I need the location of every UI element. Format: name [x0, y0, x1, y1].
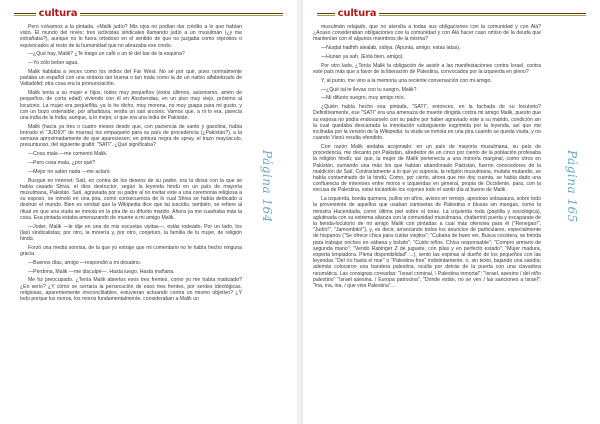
paragraph: ¿Quién había hecho esa pintada, "SATI", entonces, en la fachada de su locutorio? Definitivamente, ese "SATI" era una amenaza de muerte dirigida contra mi amigo Malik, puesto que su esposa no podía endosarselo con su padre por haber agraviado este a su marido, condición sin la cual quedaba descartada la inmolación subsiguiente esgrimida por la leyenda, así que me inclinaba por la versión de la Wikipedia: la viuda se inmola en una pira cuando se queda viuda, y no cuando Visnú resulta ofendido. [313, 104, 541, 142]
dialogue-line: —Buenos días, amigo —respondió a mi desatino. [28, 259, 142, 266]
dialogue-line: —Nuqtat hadhih alealab, sidiya. (Apunta, amigo, estas latas). [321, 45, 461, 52]
dialogue-line: —Mejor no saber nada —me aclaró. [28, 168, 111, 175]
cultura-logo [36, 4, 80, 22]
paragraph: Malik hablaba a veces como los indios del Far West. No sé por qué, pues normalmente parlaba un español con una sintaxis tan buena o tan mala como la de un nativo alfabetizado de Valladolid; otra cosa era la pronunciación. [20, 69, 242, 88]
dialogue-line: —Pero cosa mala, ¿por qué? [28, 160, 96, 167]
paragraph: Por otro lado, ¿Tenía Malik la obligación de asistir a las manifestaciones contra Israel, contra este país más que a favor de la liberación de Palestina, convocados por la izquierda en pleno? [313, 62, 541, 75]
paragraph: Malik (hacía ya tres o cuatro meses desde que, con paciencia de santo y gasolina, había borrado el "JUDÍO!" de marras) los empaquetó para su país de procedencia (¿Pakistán?), a la semana aproximadamente de que apareciesen, en pintura negra de spray, el trazo mayúsculo, presuntuoso, del siguiente grafiti: "SATI". ¿Qué significaba? [20, 123, 242, 149]
dialogue-line: —Cosa mala —me comentó Malik. [28, 151, 108, 158]
dialogue-line: —Mi difunto suegro, muy amigo mío. [321, 95, 405, 102]
dialogue-line: —Yo sólo beber agua. [28, 60, 79, 67]
right-page [303, 0, 600, 424]
paragraph: —Joder, Malik —le dije en una de mis escuetas visitas—, estás rodeado. Por un lado, los (las) sindicalistas; por otro, la morería y, por otro, conjeturo, la familia de tu mujer, de religión hindú. [20, 223, 242, 243]
paragraph: La izquierda, bonita quimera, pullos en años, avisos en remojo, apestoso sobasaura, sobre todo la proveniente de aquellos que usaban camisetas de Palestina o blusas sin mangas, como la ministra Hacendada, como última piel sobre el torax. La izquierda toda (pastilla y sociológica), aglutinada con su extrema alianza con la comunidad musulmana, chafarrinó puerta y escaparate de la tienda-locutorio de mi amigo Malik con pintadas a cual más ofensiva para él ("Renegao!", "Judío!", "Jamombito!"), y, es decir, arrancando todos los anuncios de particulares, especialmente de hispanos ("Se ofrece chica para cuidar viejitos"; "Cubana de buen ver, Busca cocotera, se brinda para trabajar noches en sábana y bolsito"; "Cuido niños. Chica responsable"; "Compro armario de segunda mano"; "Vendo Rabinger Z de juguete, con pilas y en perfecto estado"; "Mujer madura, experta limpiadora. Plena disponibilidad" ...), sentó las espinas al dueño de los pequeños con las leyendas "Del río hasta el mar" o "Palestina free" indistintamente, o, sin texto, bajando una sandía; además colocaron una bandera palestina, oculta por detrás de la puerta con una clavadora neumática. Las consignas coreadas: "Israel criminal, / Palestina inmortal"; "Israel, asesino / del niño palestino" "Israel asesina, / Europa patrocina", "Dónde están, no se ven / las sanciones a Israel"; "Ina, ina, ina, / que viva Palestina"... [313, 196, 541, 290]
paragraph: Forzó una media sonrisa, de la que yo extraje que mi comentario no le había hecho ninguna gracia. [20, 244, 242, 258]
paragraph: musulmán relajado, que no atendía a todas sus obligaciones con la comunidad y con Alá? ¿Acaso consideraban obligaciones con la comunidad y con Alá hacer caso omiso de la deuda que mantenían con él algunos miembros de la misma? [313, 24, 541, 43]
dialogue-line: —¿Qué tal te llevas con tu suegro, Malik? [321, 86, 417, 93]
paragraph: Busqué en internet: Satí, en contra de los deseos de su padre, era la diosa con la que se había casado Shiva, el dios destructor, según la leyenda hindú en un país de mayoría musulmana, Pakistán. Satí, agraviada por su padre al no invitar este a una ceremonia religiosa a su esposo, se inmoló en una pira, como consecuencia de lo cual Shiva se había dedicado a destruir el mundo. Bien es verdad que la Wikipedia dice que tal suicidio, también, se refiere al ritual en que una viuda se inmola en la pira de su difunto marido. Ahora ya me cuadraba más la cosa. Esa pintada estaba amenazando de muerte a mi amigo Malik. [20, 177, 242, 221]
right-body-text [313, 24, 541, 292]
left-page [0, 0, 297, 424]
page-number-right: Página 165 [565, 150, 579, 223]
paragraph: Y, al punto, me vino a la memoria una reciente conversación con mi amigo. [321, 77, 492, 84]
paragraph: Me fui preocupado. ¿Tenía Malik abiertos esos tres frentes, como yo me había maliciado? ¿En serio? ¿Y cómo se cerraría la persecución de esos tres frentes, por serdes ideológicas, religiosas, aparentemente irreconciliables, estuvieran actuando contra un mismo objetivo? ¿Y todo porque los moros, los moros fundamentalmente, consideraban a Malik un [20, 277, 242, 303]
logo-text: cultura [38, 7, 78, 19]
paragraph: Pero volvamos a la pintada. «Malik judío? Mis ojos no podían dar crédito a lo que habían visto. El mundo del revés: tres activistas sindicales llamando judío a un musulmán (¿y me extrañaba?), aunque no lo fuera ortodoxo en el sentido de que no juzgaba como réprobos o equivocados al resto de la humanidad que no abrazaba ese credo. [20, 24, 242, 49]
cultura-logo [335, 4, 379, 22]
logo-text: cultura [337, 7, 377, 19]
left-body-text [20, 24, 242, 305]
dialogue-line: —¿Qué hay, Malik? ¿Te traigo un café o un té del bar de la esquina? [28, 51, 185, 58]
paragraph: Con razón Malik andaba acojonado: en un país de mayoría musulmana, su país de procedencia, me decanto por Pakistán, alrededor de un cinco por ciento de la población profesaba la religión hindú; así que, la mujer de Malik pertenecía a una minoría marginal, como otros en Pakistán, sumando una más los que habían abandonado Pakistán, fueron conocedores de la maldición de Satí. Contrariamente a lo que yo suponía, la religión musulmana, mutatis mutandis, se había contaminado de la hindú. Como, por cierto, ahora que me doy cuenta, se había dado una confluencia de intereses entre moros e izquierdas en general, propia de Occidente, para, con la excusa de Palestina, estar tocándole los cojones todo el santo día al bueno de Malik. [313, 144, 541, 194]
dialogue-line: —Hunan ya sah. (Está bien, amigo). [321, 54, 404, 60]
dialogue-line: —Perdona, Malik —me disculpé—. Hasta luego. Hasta mañana. [28, 268, 175, 275]
page-number-left: Página 164 [260, 150, 274, 223]
paragraph: Malik tenía a su mujer e hijos, todos muy pequeños (éstos últimos, asismismo, amén de pequeños, de corta edad) viviendo con él en Alcobendas, en un piso muy viejo, próximo al locutorio. La mujer era pequeñita, ya lo he dicho, muy morena, no muy guapa para mi gusto, y con un bozo ostensible; por añadidura, vestía un sari arcoiris. Vamos que, a ni lo era, parecía una india de la India; aunque, a lo mejor, sí que era una india de Pakistán. [20, 90, 242, 122]
